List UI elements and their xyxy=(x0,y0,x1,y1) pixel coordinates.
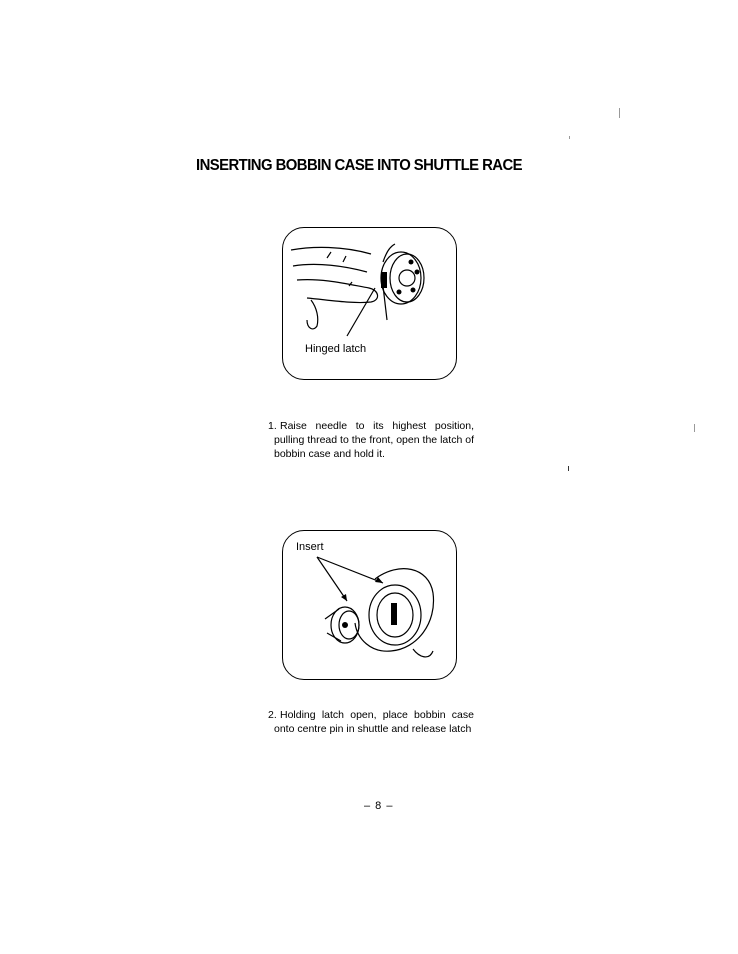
figure-label-hinged-latch: Hinged latch xyxy=(305,343,367,355)
page-title: INSERTING BOBBIN CASE INTO SHUTTLE RACE xyxy=(196,157,523,174)
scan-speck xyxy=(569,136,570,139)
shuttle-race-illustration xyxy=(283,531,456,680)
page-number: – 8 – xyxy=(364,800,394,812)
step-text: Raise needle to its highest position, pulling thread to the front, open the latch of bobbin case and hold it. xyxy=(274,420,474,460)
step-number: 2. xyxy=(268,709,277,721)
caption-step-1 xyxy=(268,419,474,461)
step-text: Holding latch open, place bobbin case onto centre pin in shuttle and release latch xyxy=(274,709,474,735)
scan-speck xyxy=(568,466,569,471)
scan-speck xyxy=(619,108,620,118)
scan-speck xyxy=(694,424,695,432)
figure-hinged-latch xyxy=(282,227,457,380)
step-number: 1. xyxy=(268,420,277,432)
figure-insert xyxy=(282,530,457,680)
bobbin-case-hand-illustration xyxy=(283,228,456,379)
figure-label-insert: Insert xyxy=(296,541,324,553)
caption-step-2 xyxy=(268,708,474,736)
